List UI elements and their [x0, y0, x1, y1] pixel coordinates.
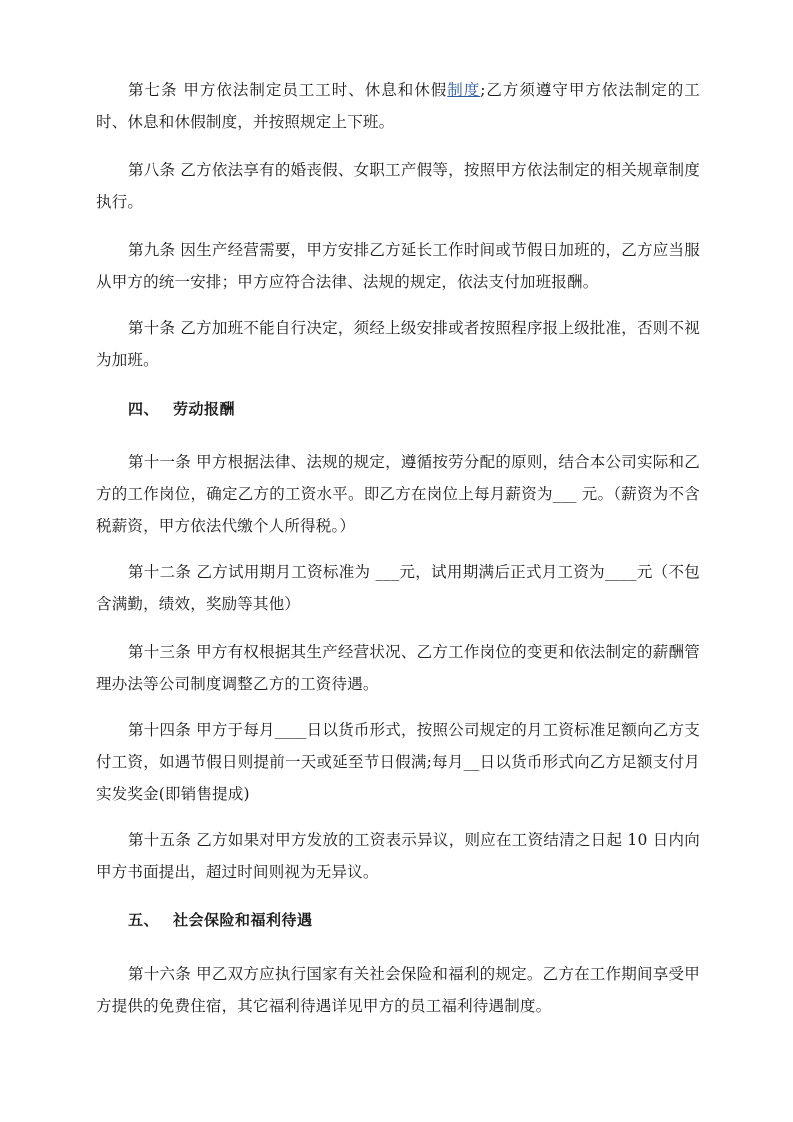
article-8: 第八条 乙方依法享有的婚丧假、女职工产假等，按照甲方依法制定的相关规章制度执行。: [96, 161, 700, 211]
section-heading-social-insurance: [128, 904, 313, 936]
article-16: 第十六条 甲乙双方应执行国家有关社会保险和福利的规定。乙方在工作期间享受甲方提供的免费住宿，其它福利待遇详见甲方的员工福利待遇制度。: [96, 965, 700, 1015]
article-15: 第十五条 乙方如果对甲方发放的工资表示异议，则应在工资结清之日起 10 日内向甲方书面提出，超过时间则视为无异议。: [96, 831, 700, 881]
section-number: 五、: [128, 911, 160, 929]
article-12: 第十二条 乙方试用期月工资标准为 ___元，试用期满后正式月工资为____元（不包含满勤，绩效，奖励等其他）: [96, 563, 700, 613]
article-7-text-before: 第七条 甲方依法制定员工工时、休息和休假: [128, 81, 448, 99]
section-heading-remuneration: [128, 393, 235, 425]
section-title: 劳动报酬: [173, 400, 236, 418]
regulation-link[interactable]: 制度: [447, 81, 481, 99]
article-11: 第十一条 甲方根据法律、法规的规定，遵循按劳分配的原则，结合本公司实际和乙方的工作岗位，确定乙方的工资水平。即乙方在岗位上每月薪资为___ 元。（薪资为不含税薪资，甲方依法代缴个人所得税。）: [96, 453, 700, 535]
article-10: 第十条 乙方加班不能自行决定，须经上级安排或者按照程序报上级批准，否则不视为加班。: [96, 319, 700, 369]
article-13: 第十三条 甲方有权根据其生产经营状况、乙方工作岗位的变更和依法制定的薪酬管理办法等公司制度调整乙方的工资待遇。: [96, 643, 700, 693]
article-9: 第九条 因生产经营需要，甲方安排乙方延长工作时间或节假日加班的，乙方应当服从甲方的统一安排；甲方应符合法律、法规的规定，依法支付加班报酬。: [96, 241, 700, 291]
article-14: 第十四条 甲方于每月____日以货币形式，按照公司规定的月工资标准足额向乙方支付工资，如遇节假日则提前一天或延至节日假满;每月__日以货币形式向乙方足额支付月实发奖金(即销售提成): [96, 721, 700, 803]
section-title: 社会保险和福利待遇: [173, 911, 313, 929]
section-number: 四、: [128, 400, 160, 418]
article-7-text-after: ;乙方须遵守甲方依法制定的工时、休息和休假制度，并按照规定上下班。: [96, 81, 700, 131]
article-7: [96, 74, 700, 138]
